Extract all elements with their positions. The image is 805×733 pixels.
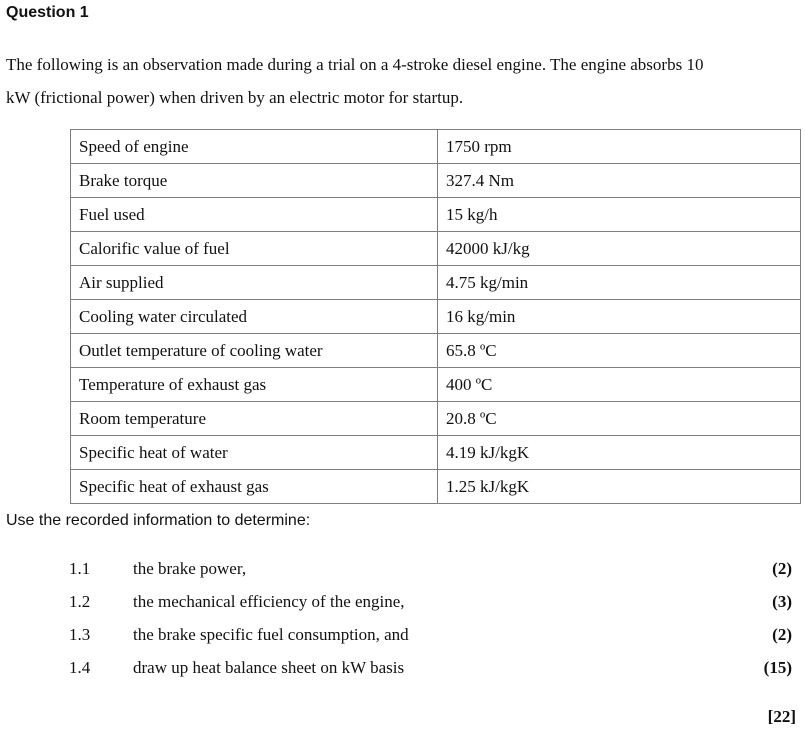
row-value: 1750 rpm (438, 130, 801, 164)
table-row (71, 198, 801, 232)
task-number: 1.2 (69, 592, 91, 611)
task-marks: (2) (772, 559, 792, 578)
row-value: 20.8 ºC (438, 402, 801, 436)
table-row (71, 402, 801, 436)
total-marks: [22] (767, 707, 796, 726)
task-text: the brake power, (133, 559, 247, 578)
intro-line-2: kW (frictional power) when driven by an electric motor for startup. (6, 88, 464, 107)
task-text: draw up heat balance sheet on kW basis (133, 658, 405, 677)
table-row (71, 368, 801, 402)
table-row (71, 470, 801, 504)
row-label: Brake torque (71, 164, 438, 198)
row-label: Calorific value of fuel (71, 232, 438, 266)
row-value: 4.75 kg/min (438, 266, 801, 300)
table-row (71, 266, 801, 300)
table-row (71, 334, 801, 368)
row-value: 400 ºC (438, 368, 801, 402)
task-number: 1.4 (69, 658, 91, 677)
instruction-text: Use the recorded information to determine: (6, 512, 311, 529)
table-row (71, 164, 801, 198)
table-row (71, 300, 801, 334)
table-row (71, 130, 801, 164)
task-item (0, 552, 805, 585)
row-label: Air supplied (71, 266, 438, 300)
row-label: Specific heat of water (71, 436, 438, 470)
task-marks: (3) (772, 592, 792, 611)
task-number: 1.1 (69, 559, 91, 578)
row-value: 65.8 ºC (438, 334, 801, 368)
row-value: 327.4 Nm (438, 164, 801, 198)
question-title: Question 1 (6, 4, 89, 21)
task-item (0, 618, 805, 651)
row-label: Temperature of exhaust gas (71, 368, 438, 402)
task-item (0, 651, 805, 684)
task-number: 1.3 (69, 625, 91, 644)
row-value: 1.25 kJ/kgK (438, 470, 801, 504)
row-label: Cooling water circulated (71, 300, 438, 334)
row-value: 16 kg/min (438, 300, 801, 334)
row-label: Fuel used (71, 198, 438, 232)
row-value: 15 kg/h (438, 198, 801, 232)
row-value: 4.19 kJ/kgK (438, 436, 801, 470)
row-label: Specific heat of exhaust gas (71, 470, 438, 504)
task-item (0, 585, 805, 618)
observation-table (70, 129, 801, 504)
task-marks: (2) (772, 625, 792, 644)
intro-line-1: The following is an observation made during a trial on a 4-stroke diesel engine. The engine absorbs 10 (6, 55, 704, 74)
row-label: Outlet temperature of cooling water (71, 334, 438, 368)
row-label: Speed of engine (71, 130, 438, 164)
task-text: the mechanical efficiency of the engine, (133, 592, 405, 611)
task-text: the brake specific fuel consumption, and (133, 625, 409, 644)
row-value: 42000 kJ/kg (438, 232, 801, 266)
task-marks: (15) (763, 658, 792, 677)
table-row (71, 232, 801, 266)
row-label: Room temperature (71, 402, 438, 436)
table-row (71, 436, 801, 470)
intro-paragraph (6, 48, 805, 114)
